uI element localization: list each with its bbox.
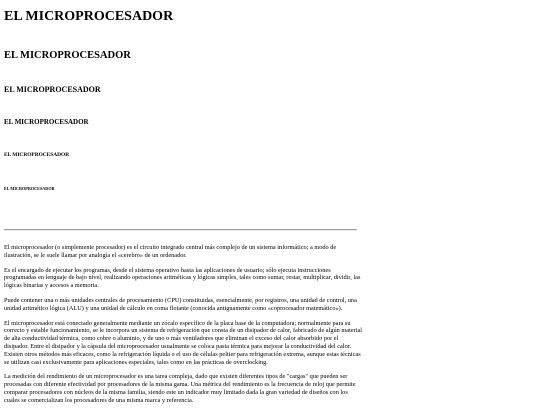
- paragraph-function: Es el encargado de ejecutar los programas, desde el sistema operativo hasta las aplicaciones de usuario; sólo ejecuta instrucciones programadas en lenguaje de bajo nivel, realizando operaciones aritméticas y lógicas simples, tales como sumar, restar, multiplicar, dividir, las lógicas binarias y accesos a memoria.: [4, 266, 361, 290]
- paragraph-cooling: El microprocesador está conectado generalmente mediante un zócalo específico de la placa base de la computadora; normalmente para su correcto y estable funcionamiento, se le incorpora un sistema de refrigeración que consta de un disipador de calor, fabricado de algún material de alta conductividad térmica, como cobre o aluminio, y de uno o más ventiladores que eliminan el exceso del calor absorbido por el disipador. Entre el disipador y la cápsula del microprocesador usualmente se coloca pasta térmica para mejorar la conductividad del calor. Existen otros métodos más eficaces, como la refrigeración líquida o el uso de células peltier para refrigeración extrema, aunque estas técnicas se utilizan casi exclusivamente para aplicaciones especiales, tales como en las prácticas de overclocking.: [4, 319, 362, 366]
- heading-level-2: EL MICROPROCESADOR: [4, 50, 131, 61]
- paragraph-performance: La medición del rendimiento de un microprocesador es una tarea compleja, dado que existen diferentes tipos de "cargas" que pueden ser procesadas con diferente efectividad por procesadores de la misma gama. Una métrica del rendimiento es la frecuencia de reloj que permite comparar procesadores con núcleos de la misma familia, siendo este un indicador muy limitado dada la gran variedad de diseños con los cuales se comercializan los procesadores de una misma marca y referencia.: [4, 373, 356, 404]
- paragraph-components: Puede contener una o más unidades centrales de procesamiento (CPU) constituidas, esencialmente, por registros, una unidad de control, una unidad aritmético lógica (ALU) y una unidad de cálculo en coma flotante (conocida antiguamente como «coprocesador matemático»).: [4, 296, 357, 312]
- heading-level-5: EL MICROPROCESADOR: [4, 152, 70, 158]
- heading-level-4: EL MICROPROCESADOR: [4, 118, 89, 126]
- heading-level-1: EL MICROPROCESADOR: [4, 9, 174, 24]
- horizontal-rule: [4, 229, 357, 231]
- article-body: [4, 244, 362, 412]
- heading-level-3: EL MICROPROCESADOR: [4, 85, 101, 94]
- paragraph-definition: El microprocesador (o simplemente procesador) es el circuito integrado central más complejo de un sistema informático; a modo de ilustración, se le suele llamar por analogía el «cerebro» de un ordenador.: [4, 244, 337, 259]
- heading-level-6: EL MICROPROCESADOR: [4, 186, 55, 191]
